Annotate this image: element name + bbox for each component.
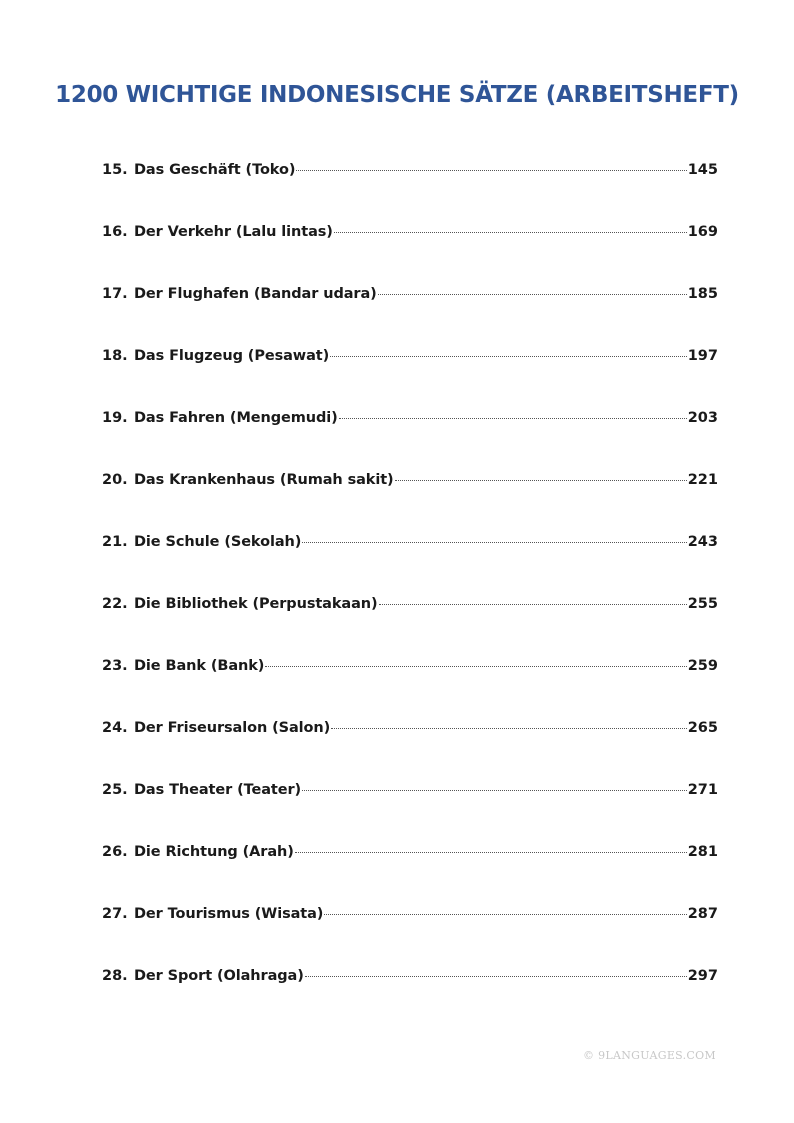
toc-entry-label: Die Richtung (Arah) — [134, 844, 294, 860]
toc-entry[interactable] — [102, 534, 718, 596]
toc-entry-page: 265 — [687, 720, 718, 736]
toc-entry-number: 28. — [102, 968, 128, 984]
toc-entry[interactable] — [102, 472, 718, 534]
toc-entry-page: 281 — [687, 844, 718, 860]
toc-entry-number: 19. — [102, 410, 128, 426]
toc-entry-label: Der Verkehr (Lalu lintas) — [134, 224, 333, 240]
toc-entry-number: 25. — [102, 782, 128, 798]
toc-entry[interactable] — [102, 410, 718, 472]
toc-entry[interactable] — [102, 348, 718, 410]
toc-entry[interactable] — [102, 968, 718, 1030]
toc-entry-page: 197 — [687, 348, 718, 364]
toc-dot-leader — [379, 604, 687, 605]
toc-entry-number: 16. — [102, 224, 128, 240]
toc-dot-leader — [295, 852, 687, 853]
toc-entry-page: 259 — [687, 658, 718, 674]
toc-entry[interactable] — [102, 162, 718, 224]
toc-entry-label: Der Friseursalon (Salon) — [134, 720, 331, 736]
toc-entry-label: Der Tourismus (Wisata) — [134, 906, 324, 922]
toc-entry-number: 20. — [102, 472, 128, 488]
toc-entry-page: 255 — [687, 596, 718, 612]
toc-dot-leader — [334, 232, 687, 233]
toc-entry[interactable] — [102, 224, 718, 286]
toc-entry[interactable] — [102, 720, 718, 782]
toc-entry-page: 185 — [687, 286, 718, 302]
toc-entry-page: 271 — [687, 782, 718, 798]
toc-entry[interactable] — [102, 782, 718, 844]
toc-entry-number: 21. — [102, 534, 128, 550]
toc-dot-leader — [339, 418, 687, 419]
toc-entry[interactable] — [102, 906, 718, 968]
toc-dot-leader — [330, 356, 687, 357]
toc-entry-page: 145 — [687, 162, 718, 178]
toc-entry-label: Die Bibliothek (Perpustakaan) — [134, 596, 378, 612]
toc-entry-label: Das Theater (Teater) — [134, 782, 302, 798]
watermark: © 9LANGUAGES.COM — [583, 1049, 716, 1062]
toc-dot-leader — [395, 480, 687, 481]
toc-dot-leader — [378, 294, 687, 295]
toc-entry-label: Das Fahren (Mengemudi) — [134, 410, 338, 426]
toc-entry[interactable] — [102, 658, 718, 720]
toc-entry-number: 24. — [102, 720, 128, 736]
toc-entry-number: 17. — [102, 286, 128, 302]
toc-entry-label: Das Geschäft (Toko) — [134, 162, 296, 178]
toc-dot-leader — [296, 170, 686, 171]
toc-entry-page: 297 — [687, 968, 718, 984]
toc-entry-page: 221 — [687, 472, 718, 488]
toc-entry-number: 26. — [102, 844, 128, 860]
toc-entry[interactable] — [102, 844, 718, 906]
toc-dot-leader — [324, 914, 686, 915]
toc-entry-number: 22. — [102, 596, 128, 612]
toc-entry-page: 203 — [687, 410, 718, 426]
toc-dot-leader — [302, 790, 687, 791]
toc-entry-label: Der Flughafen (Bandar udara) — [134, 286, 377, 302]
toc-dot-leader — [305, 976, 687, 977]
toc-entry-number: 23. — [102, 658, 128, 674]
toc-entry-label: Der Sport (Olahraga) — [134, 968, 304, 984]
toc-entry-number: 27. — [102, 906, 128, 922]
toc-entry-label: Die Bank (Bank) — [134, 658, 265, 674]
toc-entry-label: Das Flugzeug (Pesawat) — [134, 348, 330, 364]
toc-entry-page: 243 — [687, 534, 718, 550]
toc-dot-leader — [265, 666, 686, 667]
toc-entry-number: 18. — [102, 348, 128, 364]
toc-entry[interactable] — [102, 596, 718, 658]
toc-dot-leader — [302, 542, 686, 543]
toc-entry-label: Die Schule (Sekolah) — [134, 534, 302, 550]
table-of-contents — [102, 162, 718, 1030]
toc-entry-page: 169 — [687, 224, 718, 240]
toc-entry-number: 15. — [102, 162, 128, 178]
page-title: 1200 WICHTIGE INDONESISCHE SÄTZE (ARBEITSHEFT) — [55, 82, 739, 108]
toc-entry[interactable] — [102, 286, 718, 348]
toc-dot-leader — [331, 728, 687, 729]
toc-entry-label: Das Krankenhaus (Rumah sakit) — [134, 472, 394, 488]
toc-entry-page: 287 — [687, 906, 718, 922]
